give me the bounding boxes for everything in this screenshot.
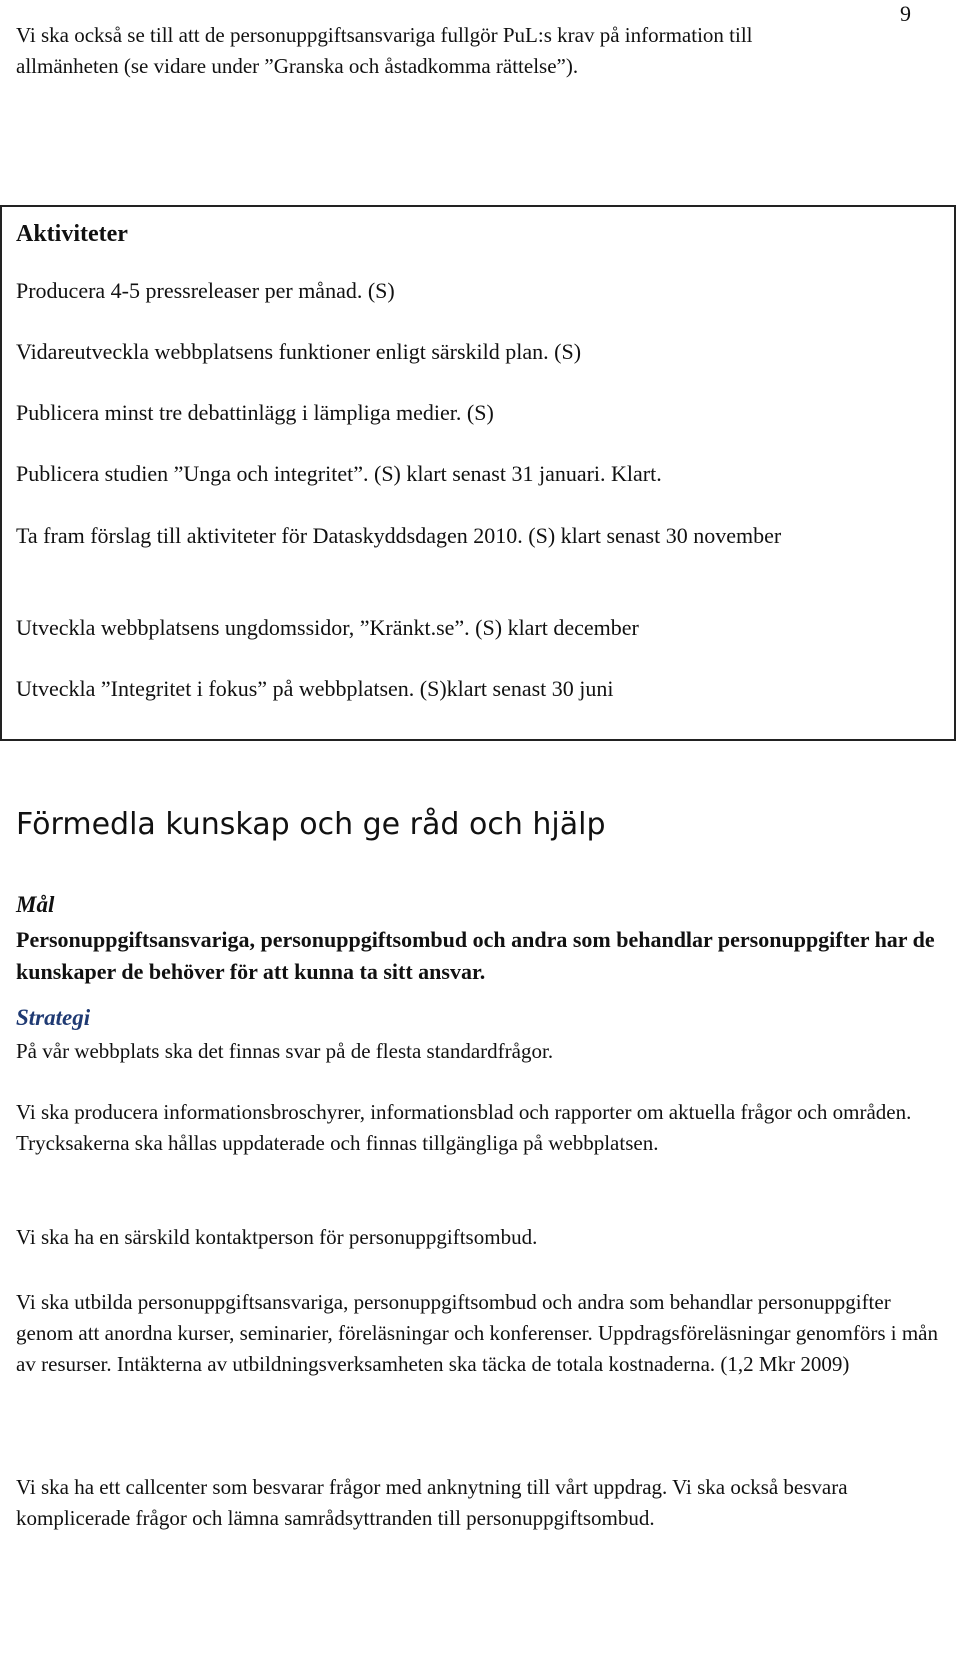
section-heading: Förmedla kunskap och ge råd och hjälp xyxy=(16,807,606,842)
strategy-label: Strategi xyxy=(16,1005,91,1030)
strategy-paragraph: Vi ska ha ett callcenter som besvarar frågor med anknytning till vårt uppdrag. Vi ska också besvara komplicerade frågor och lämna samrådsyttranden till personuppgiftsombud. xyxy=(16,1475,848,1530)
strategy-paragraph: Vi ska ha en särskild kontaktperson för personuppgiftsombud. xyxy=(16,1225,538,1249)
goal-text: Personuppgiftsansvariga, personuppgiftsombud och andra som behandlar personuppgifter har de kunskaper de behöver för att kunna ta sitt ansvar. xyxy=(16,927,935,984)
page-number: 9 xyxy=(900,1,911,26)
intro-paragraph: Vi ska också se till att de personuppgiftsansvariga fullgör PuL:s krav på information till allmänheten (se vidare under ”Granska och åstadkomma rättelse”). xyxy=(16,23,753,78)
activity-item: Publicera minst tre debattinlägg i lämpliga medier. (S) xyxy=(16,400,494,425)
activity-item: Utveckla webbplatsens ungdomssidor, ”Kränkt.se”. (S) klart december xyxy=(16,615,639,640)
activity-item: Publicera studien ”Unga och integritet”. (S) klart senast 31 januari. Klart. xyxy=(16,461,662,486)
strategy-paragraph: Vi ska utbilda personuppgiftsansvariga, personuppgiftsombud och andra som behandlar personuppgifter genom att anordna kurser, seminarier, föreläsningar och konferenser. Uppdragsföreläsningar genomförs i mån av resurser. Intäkterna av utbildningsverksamheten ska täcka de totala kostnaderna. (1,2 Mkr 2009) xyxy=(16,1290,939,1376)
activities-title: Aktiviteter xyxy=(16,221,128,247)
strategy-paragraph: Vi ska producera informationsbroschyrer, informationsblad och rapporter om aktuella frågor och områden. Trycksakerna ska hållas uppdaterade och finnas tillgängliga på webbplatsen. xyxy=(16,1100,912,1155)
goal-label: Mål xyxy=(16,892,55,917)
activity-item: Producera 4-5 pressreleaser per månad. (S) xyxy=(16,278,395,303)
activity-item: Vidareutveckla webbplatsens funktioner enligt särskild plan. (S) xyxy=(16,339,582,364)
activity-item: Ta fram förslag till aktiviteter för Dataskyddsdagen 2010. (S) klart senast 30 november xyxy=(16,523,782,548)
strategy-paragraph: På vår webbplats ska det finnas svar på de flesta standardfrågor. xyxy=(16,1039,554,1063)
activity-item: Utveckla ”Integritet i fokus” på webbplatsen. (S)klart senast 30 juni xyxy=(16,676,614,701)
